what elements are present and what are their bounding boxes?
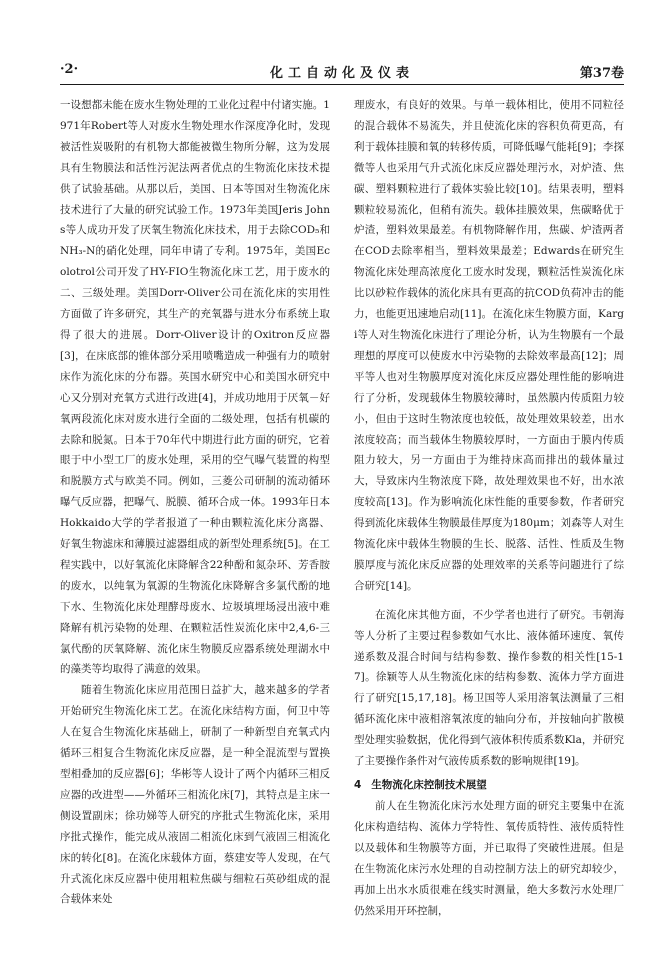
volume-label: 第37卷 — [579, 66, 624, 81]
two-column-body — [60, 95, 624, 921]
section-title: 生物流化床控制技术展望 — [371, 779, 487, 791]
running-header — [60, 62, 624, 85]
paragraph: 一设想都未能在废水生物处理的工业化过程中付诸实施。1971年Robert等人对废水生物处理水作深度净化时，发现被活性炭吸附的有机物大都能被微生物所分解，这为发展具有生物膜法和活性污泥法两者优点的生物流化床技术提供了试验基础。从那以后，美国、日本等国对生物流化床技术进行了大量的研究试验工作。1973年美国Jeris Johns等人成功开发了厌氧生物流化床技术，用于去除COD₅和NH₃-N的硝化处理，同年申请了专利。1975年，美国Ecolotrol公司开发了HY-FIO生物流化床工艺，用于废水的二、三级处理。美国Dorr-Oliver公司在流化床的实用性方面做了许多研究，其生产的充氧器与进水分布系统上取得了很大的进展。Dorr-Oliver设计的Oxitron反应器[3]，在床底部的锥体部分采用喷嘴造成一种强有力的喷射床作为流化床的分布器。英国水研究中心和美国水研究中心又分别对充氧方式进行改进[4]，并成功地用于厌氧－好氧两段流化床对废水进行全面的二级处理，包括有机碳的去除和脱氮。日本于70年代中期进行此方面的研究，它着眼于中小型工厂的废水处理，采用的空气曝气装置的构型和脱膜方式与欧美不同。例如，三菱公司研制的流动循环曝气反应器，把曝气、脱膜、循环合成一体。1993年日本Hokkaido大学的学者报道了一种由颗粒流化床分离器、好氧生物滤床和薄膜过滤器组成的新型处理系统[5]。在工程实践中，以好氧流化床降解含22种酚和氮杂环、芳香胺的废水，以纯氧为氧源的生物流化床降解含多氯代酚的地下水、生物流化床处理酵母废水、垃圾填埋场浸出液中难降解有机污染物的处理、在颗粒活性炭流化床中2,4,6-三氯代酚的厌氧降解、流化床生物膜反应器系统处理湖水中的藻类等均取得了满意的效果。 — [60, 99, 330, 676]
paragraph: 理废水，有良好的效果。与单一载体相比，使用不同粒径的混合载体不易流失，并且使流化床的容积负荷更高，有利于载体挂膜和氧的转移传质，可降低曝气能耗[9]；李探微等人也采用气升式流化床反应器处理污水，对炉渣、焦碳、塑料颗粒进行了载体实验比较[10]。结果表明，塑料颗粒较易流化，但稍有流失。载体挂膜效果，焦碳略优于炉渣，塑料效果最差。有机物降解作用，焦碳、炉渣两者在COD去除率相当，塑料效果最差；Edwards在研究生物流化床处理高浓度化工废水时发现，颗粒活性炭流化床比以砂粒作载体的流化床具有更高的抗COD负荷冲击的能力，也能更迅速地启动[11]。在流化床生物膜方面，Kargi等人对生物流化床进行了理论分析，认为生物膜有一个最理想的厚度可以使废水中污染物的去除效率最高[12]；周平等人也对生物膜厚度对流化床反应器处理性能的影响进行了分析，发现载体生物膜较薄时，虽然膜内传质阻力较小，但由于这时生物浓度也较低，故处理效果较差，出水浓度较高；而当载体生物膜较厚时，一方面由于膜内传质阻力较大，另一方面由于为维持床高而排出的载体量过大，导致床内生物浓度下降，故处理效果也不好，出水浓度较高[13]。作为影响流化床性能的重要参数，作者研究得到流化床载体生物膜最佳厚度为180μm；刘森等人对生物流化床中载体生物膜的生长、脱落、活性、性质及生物膜厚度与流化床反应器的处理效率的关系等问题进行了综合研究[14]。 — [354, 99, 624, 592]
right-column — [354, 95, 624, 921]
left-column — [60, 95, 330, 921]
section-number: 4 — [354, 779, 362, 791]
page-number: ·2· — [60, 62, 79, 77]
section-heading — [354, 774, 624, 796]
journal-title: 化工自动化及仪表 — [269, 66, 414, 81]
paragraph: 前人在生物流化床污水处理方面的研究主要集中在流化床构造结构、流体力学特性、氧传质特性、液传质特性以及载体和生物膜等方面，并已取得了突破性进展。但是在生物流化床污水处理的自动控制方法上的研究却较少，再加上出水水质很难在线实时测量，绝大多数污水处理厂仍然采用开环控制， — [354, 800, 624, 917]
paragraph: 随着生物流化床应用范围日益扩大，越来越多的学者开始研究生物流化床工艺。在流化床结构方面，何卫中等人在复合生物流化床基础上，研制了一种新型自充氧式内循环三相复合生物流化床反应器，是一种全混流型与置换型相叠加的反应器[6]；华彬等人设计了两个内循环三相反应器的改进型——外循环三相流化床[7]，其特点是主床一侧设置副床；徐功娣等人研究的序批式生物流化床，采用序批式操作，能完成从液固二相流化床到气液固三相流化床的转化[8]。在流化床载体方面，蔡建安等人发现，在气升式流化床反应器中使用粗粒焦碳与细粒石英砂组成的混合载体来处 — [60, 684, 330, 906]
paragraph: 在流化床其他方面，不少学者也进行了研究。韦朝海等人分析了主要过程参数如气水比、液体循环速度、氧传递系数及混合时间与结构参数、操作参数的相关性[15-17]。徐颖等人从生物流化床的结构参数、流体力学方面进行了研究[15,17,18]。杨卫国等人采用溶氧法测量了三相循环流化床中液相溶氧浓度的轴向分布，并按轴向扩散模型处理实验数据，优化得到气液体积传质系数Kla，并研究了主要操作条件对气液传质系数的影响规律[19]。 — [354, 608, 624, 768]
